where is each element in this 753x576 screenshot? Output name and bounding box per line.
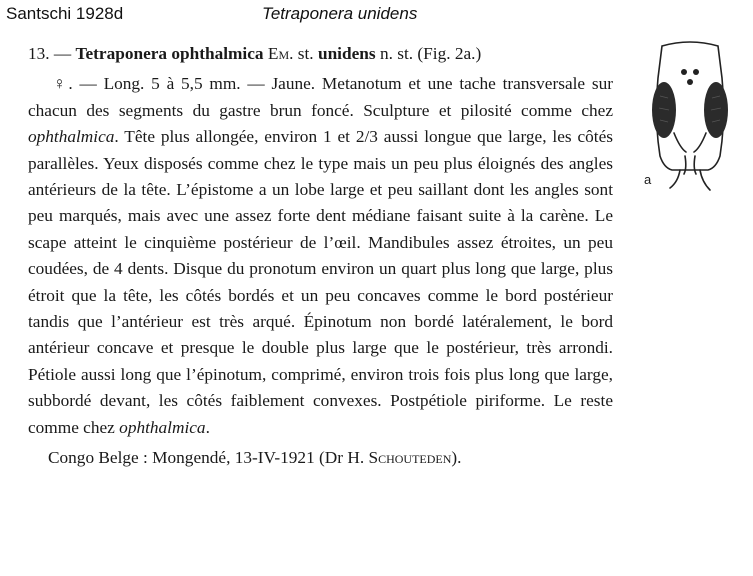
ant-head-drawing-icon <box>640 38 740 198</box>
species-reference-2: ophthalmica <box>119 417 206 437</box>
description-end: . <box>205 417 210 437</box>
figure-reference: (Fig. 2a.) <box>417 44 482 63</box>
species-name: Tetraponera ophthalmica <box>75 44 264 63</box>
species-reference-1: ophthalmica <box>28 127 115 147</box>
taxon-label: Tetraponera unidens <box>262 4 418 23</box>
species-author: Em. <box>267 44 294 63</box>
locality-line <box>48 445 613 471</box>
locality-place: Congo Belge : Mongendé, 13-IV-1921 (Dr <box>48 448 344 468</box>
collector-name: H. Schouteden <box>347 448 452 468</box>
figure-label: a <box>644 172 652 187</box>
description-paragraph <box>28 71 613 441</box>
description-intro: ♀. — Long. 5 à 5,5 mm. — Jaune. Metanotum et une tache transversale sur chacun des segments du gastre brun foncé. Sculpture et pilosité comme chez <box>28 74 613 120</box>
entry-number: 13. — <box>28 44 72 63</box>
taxon-description-block <box>28 41 613 472</box>
taxon-heading <box>28 41 613 67</box>
description-body: . Tête plus allongée, environ 1 et 2/3 aussi longue que large, les côtés parallèles. Yeux disposés comme chez le type mais un peu plus éloignés des angles antérieurs de la tête. L’épistome a un lobe large et peu saillant dont les angles sont peu marqués, mais avec une assez forte dent médiane faisant suite à la carène. Le scape atteint le cinquième postérieur de l’œil. Mandibules assez étroites, un peu coudées, de 4 dents. Disque du pronotum environ un quart plus long que large, plus étroit que la tête, les côtés bordés et un peu concaves comme le bord postérieur tandis que l’antérieur est très arqué. Épinotum non bordé latéralement, le bord antérieur concave et presque le double plus large que le postérieur, très arrondi. Pétiole aussi long que l’épinotum, comprimé, environ trois fois plus long que large, subbordé devant, les côtés faiblement convexes. Postpétiole piriforme. Le reste comme chez <box>28 127 613 437</box>
new-stirps-abbrev: n. st. <box>379 44 414 63</box>
stirps-abbrev: st. <box>297 44 314 63</box>
citation-label: Santschi 1928d <box>6 4 124 23</box>
locality-close: ). <box>451 448 462 468</box>
subspecies-name: unidens <box>317 44 376 63</box>
